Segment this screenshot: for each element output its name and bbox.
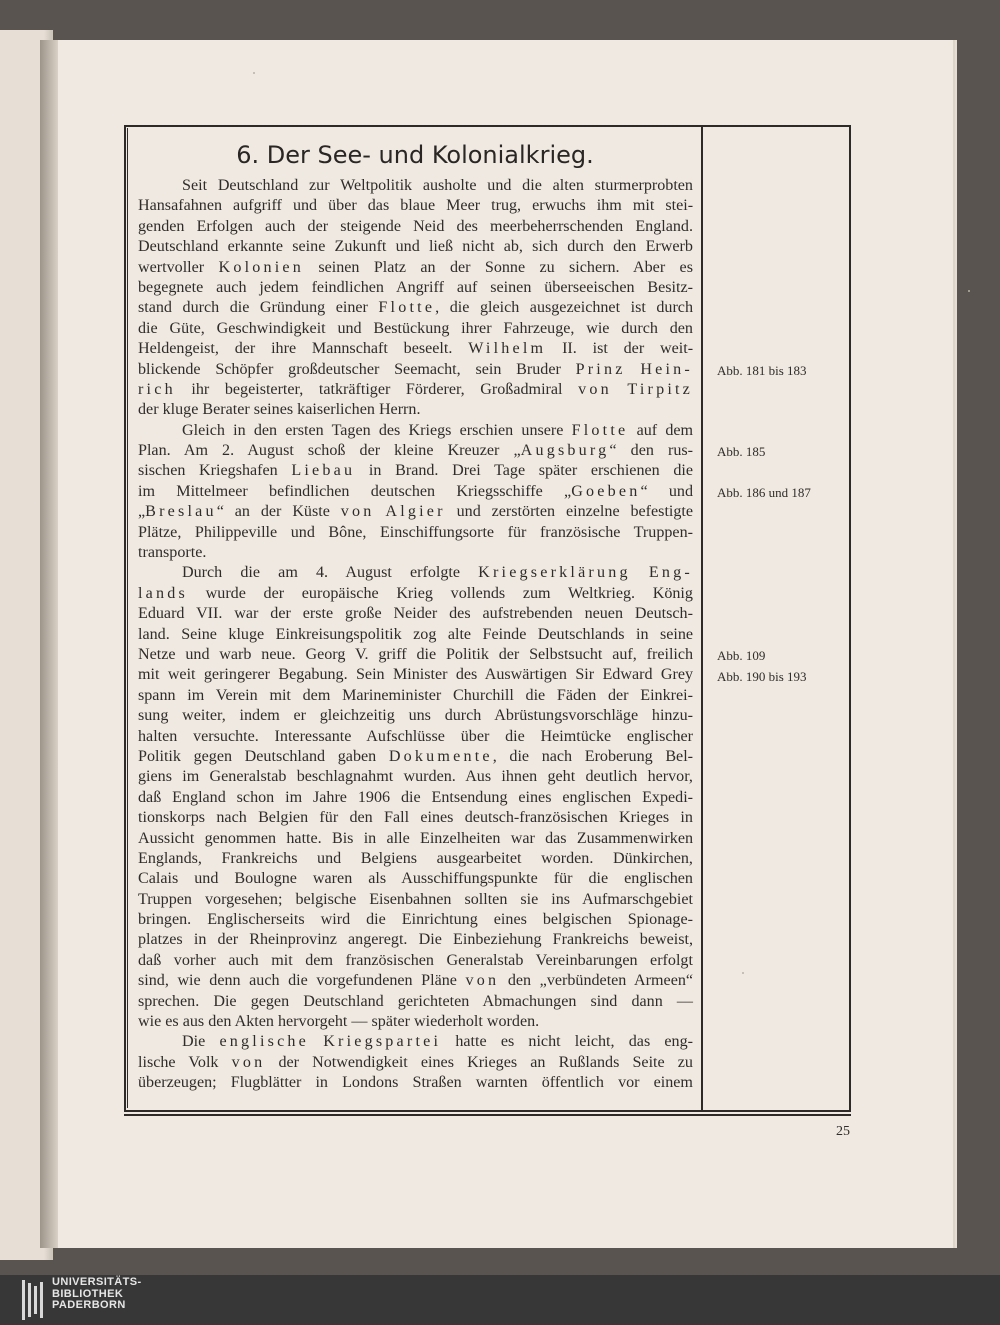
- text-line: sind, wie denn auch die vorgefundenen Pläne von den „verbündeten Armeen“: [138, 972, 694, 990]
- text-line: der kluge Berater seines kaiserlichen Herrn.: [138, 401, 421, 419]
- library-footer-bar: [0, 1275, 1000, 1325]
- text-line: Seit Deutschland zur Weltpolitik ausholte und die alten sturmerprobten: [182, 177, 693, 194]
- text-line: platzes in der Rheinprovinz angeregt. Die Einbeziehung Frankreichs beweist,: [138, 931, 693, 949]
- chapter-title: 6. Der See- und Kolonialkrieg.: [236, 141, 594, 169]
- text-line: im Mittelmeer befindlichen deutschen Kriegsschiffe „Goeben“ und: [138, 482, 694, 500]
- text-line: daß vorher auch mit dem französischen Generalstab Vereinbarungen erfolgt: [138, 951, 693, 969]
- text-line: Die englische Kriegspartei hatte es nicht leicht, das eng-: [182, 1033, 693, 1051]
- book-gutter: [40, 40, 58, 1248]
- figure-reference: Abb. 181 bis 183: [717, 362, 807, 378]
- figure-reference: Abb. 190 bis 193: [717, 668, 807, 684]
- logo-line-3: PADERBORN: [52, 1299, 126, 1311]
- text-line: Plan. Am 2. August schoß der kleine Kreuzer „Augsburg“ den rus-: [138, 442, 694, 460]
- text-line: Calais und Boulogne waren als Ausschiffungspunkte für die englischen: [138, 870, 693, 888]
- text-line: lands wurde der europäische Krieg vollends zum Weltkrieg. König: [138, 584, 693, 602]
- logo-line-1: UNIVERSITÄTS-: [52, 1276, 142, 1288]
- text-line: überzeugen; Flugblätter in Londons Straßen warnten öffentlich vor einem: [138, 1074, 693, 1092]
- figure-reference: Abb. 185: [717, 444, 766, 460]
- frame-inner-rule: [127, 128, 128, 1108]
- text-line: daß England schon im Jahre 1906 die Entsendung eines englischen Expedi-: [138, 788, 694, 806]
- text-line: Englands, Frankreichs und Belgiens ausgearbeitet worden. Dünkirchen,: [138, 849, 693, 867]
- text-line: halten versuchte. Interessante Aufschlüsse über die Heimtücke englischer: [138, 727, 694, 745]
- text-line: Heldengeist, der ihre Mannschaft beseelt. Wilhelm II. ist der weit-: [138, 340, 694, 358]
- paper-speck: [253, 72, 255, 74]
- library-logo-text: [52, 1277, 142, 1312]
- text-line: genden Erfolgen auch der steigende Neid des meerbeherrschenden England.: [138, 217, 693, 235]
- figure-reference: Abb. 109: [717, 648, 766, 664]
- text-line: „Breslau“ an der Küste von Algier und zerstörten einzelne befestigte: [138, 503, 694, 521]
- text-line: Eduard VII. war der erste große Neider des aufstrebenden neuen Deutsch-: [138, 605, 693, 623]
- text-line: land. Seine kluge Einkreisungspolitik zog alte Feinde Deutschlands in seine: [138, 625, 694, 643]
- text-line: die Güte, Geschwindigkeit und Bestückung ihrer Fahrzeuge, wie durch den: [138, 319, 693, 337]
- text-line: stand durch die Gründung einer Flotte, die gleich ausgezeichnet ist durch: [138, 299, 693, 317]
- text-line: Durch die am 4. August erfolgte Kriegserklärung Eng-: [182, 564, 693, 582]
- text-line: sung weiter, indem er gleichzeitig uns durch Abrüstungsvorschläge hinzu-: [138, 707, 694, 725]
- text-line: Netze und warb neue. Georg V. griff die Politik der Selbstsucht auf, freilich: [138, 645, 694, 663]
- text-line: Hansafahnen aufgriff und über das blaue Meer trug, erwuchs ihm mit stei-: [138, 197, 694, 215]
- text-line: Plätze, Philippeville und Bône, Einschiffungsorte für französische Truppen-: [138, 523, 693, 541]
- text-line: Deutschland erkannte seine Zukunft und ließ nicht ab, sich durch den Erwerb: [138, 238, 693, 256]
- page-number: 25: [836, 1124, 850, 1139]
- library-logo-icon: [20, 1280, 50, 1320]
- text-line: sischen Kriegshafen Liebau in Brand. Drei Tage später erschienen die: [138, 462, 694, 480]
- text-line: Gleich in den ersten Tagen des Kriegs erschien unsere Flotte auf dem: [182, 421, 694, 439]
- text-line: rich ihr begeisterter, tatkräftiger Förderer, Großadmiral von Tirpitz: [138, 380, 694, 398]
- text-line: bringen. Englischerseits wird die Einrichtung eines belgischen Spionage-: [138, 911, 693, 929]
- text-line: begegnete auch jedem feindlichen Angriff auf seinen überseeischen Besitz-: [138, 278, 693, 296]
- text-line: mit weit geringerer Begabung. Sein Minister des Auswärtigen Sir Edward Grey: [138, 666, 694, 684]
- text-line: tionskorps nach Belgien für den Fall eines deutsch-französischen Krieges in: [138, 809, 693, 827]
- text-line: blickende Schöpfer großdeutscher Seemacht, sein Bruder Prinz Hein-: [138, 360, 693, 378]
- margin-column-divider: [701, 125, 703, 1110]
- paper-speck: [968, 290, 970, 292]
- frame-bottom-rule: [124, 1114, 851, 1116]
- text-line: Truppen vorgesehen; belgische Eisenbahnen sollten sie ins Aufmarschgebiet: [138, 890, 693, 908]
- text-line: wertvoller Kolonien seinen Platz an der Sonne zu sichern. Aber es: [138, 258, 693, 276]
- text-line: sprechen. Die gegen Deutschland gerichteten Abmachungen sind dann —: [138, 992, 693, 1010]
- text-line: Aussicht genommen hatte. Bis in alle Einzelheiten war das Zusammenwirken: [138, 829, 694, 847]
- text-line: lische Volk von der Notwendigkeit eines Krieges an Rußlands Seite zu: [138, 1053, 693, 1071]
- text-line: transporte.: [138, 544, 207, 562]
- logo-line-2: BIBLIOTHEK: [52, 1287, 124, 1300]
- body-text: [138, 176, 693, 1094]
- text-line: giens im Generalstab beschlagnahmt wurden. Aus ihnen geht deutlich hervor,: [138, 768, 693, 786]
- text-line: spann im Verein mit dem Marineminister Churchill die Fäden der Einkrei-: [138, 686, 693, 704]
- text-line: wie es aus den Akten hervorgeht — später wiederholt worden.: [138, 1013, 540, 1031]
- text-line: Politik gegen Deutschland gaben Dokumente, die nach Eroberung Bel-: [138, 747, 694, 765]
- figure-reference: Abb. 186 und 187: [717, 485, 811, 500]
